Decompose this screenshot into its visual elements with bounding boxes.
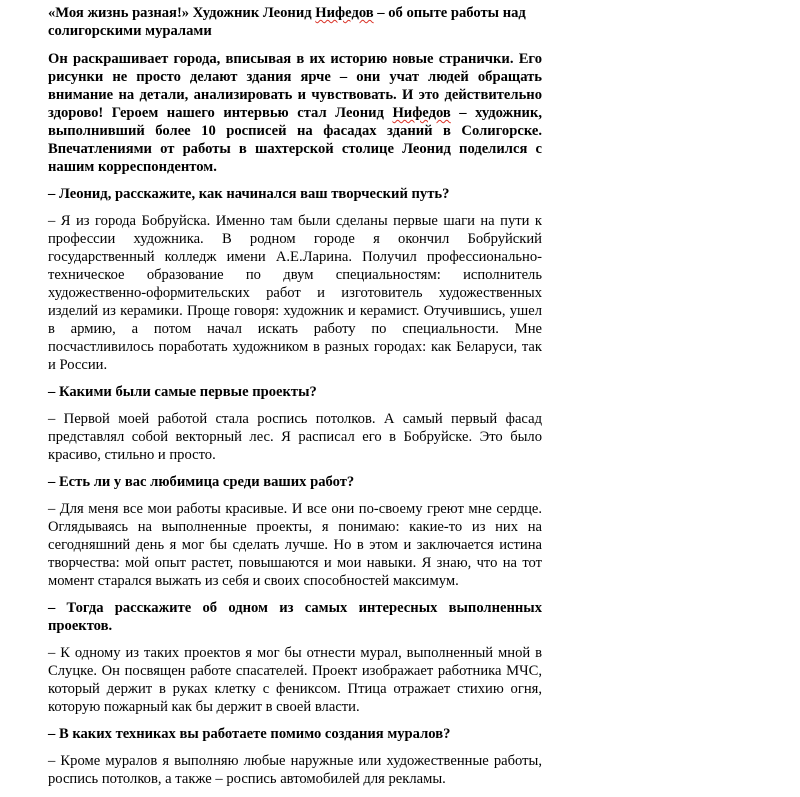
title-text-after: – об опыте работы над солигорскими муралами: [48, 5, 526, 39]
title-text-before: «Моя жизнь разная!» Художник Леонид: [48, 5, 316, 21]
lead-text-before: Он раскрашивает города, вписывая в их историю новые странички. Его рисунки не просто делают здания ярче – они учат людей обращать внимание на детали, анализировать и чувствовать. И это действительно здорово! Героем нашего интервью стал Леонид: [48, 51, 542, 121]
interview-question-2: – Какими были самые первые проекты?: [48, 384, 317, 400]
title-author-name: Нифедов: [315, 5, 374, 21]
interview-question-3: – Есть ли у вас любимица среди ваших работ?: [48, 474, 355, 490]
interview-answer-5: – Кроме муралов я выполняю любые наружные или художественные работы, роспись потолков, а также – роспись автомобилей для рекламы.: [48, 753, 542, 787]
interview-answer-3: – Для меня все мои работы красивые. И все они по-своему греют мне сердце. Оглядываясь на выполненные проекты, я понимаю: какие-то из них на сегодняшний день я мог бы сделать лучше. Но в этом и заключается истина творчества: мой опыт растет, повышаются и мои навыки. Я знаю, что на тот момент старался выжать из себя и своих способностей максимум.: [48, 501, 542, 589]
article-lead: [48, 50, 542, 176]
article-title: [48, 4, 542, 40]
lead-author-name: Нифедов: [392, 105, 451, 121]
document-page: [48, 4, 542, 797]
interview-answer-4: – К одному из таких проектов я мог бы отнести мурал, выполненный мной в Слуцке. Он посвящен работе спасателей. Проект изображает работника МЧС, который держит в руках клетку с фениксом. Птица отражает стихию огня, которую пожарный как бы держит в своей власти.: [48, 645, 542, 715]
interview-answer-1: – Я из города Бобруйска. Именно там были сделаны первые шаги на пути к профессии художника. В родном городе я окончил Бобруйский государственный колледж имени А.Е.Ларина. Получил профессионально-техническое образование по двум специальностям: исполнитель художественно-оформительских работ и изготовитель художественных изделий из керамики. Проще говоря: художник и керамист. Отучившись, ушел в армию, а потом начал искать работу по специальности. Мне посчастливилось поработать художником в разных городах: как Беларуси, так и России.: [48, 213, 542, 373]
interview-question-5: – В каких техниках вы работаете помимо создания муралов?: [48, 726, 451, 742]
lead-text-after: – художник, выполнивший более 10 росписей на фасадах зданий в Солигорске. Впечатлениями от работы в шахтерской столице Леонид поделился с нашим корреспондентом.: [48, 105, 543, 175]
interview-answer-2: – Первой моей работой стала роспись потолков. А самый первый фасад представлял собой векторный лес. Я расписал его в Бобруйске. Это было красиво, стильно и просто.: [48, 411, 542, 463]
interview-question-4: – Тогда расскажите об одном из самых интересных выполненных проектов.: [48, 600, 542, 634]
interview-question-1: – Леонид, расскажите, как начинался ваш творческий путь?: [48, 186, 450, 202]
